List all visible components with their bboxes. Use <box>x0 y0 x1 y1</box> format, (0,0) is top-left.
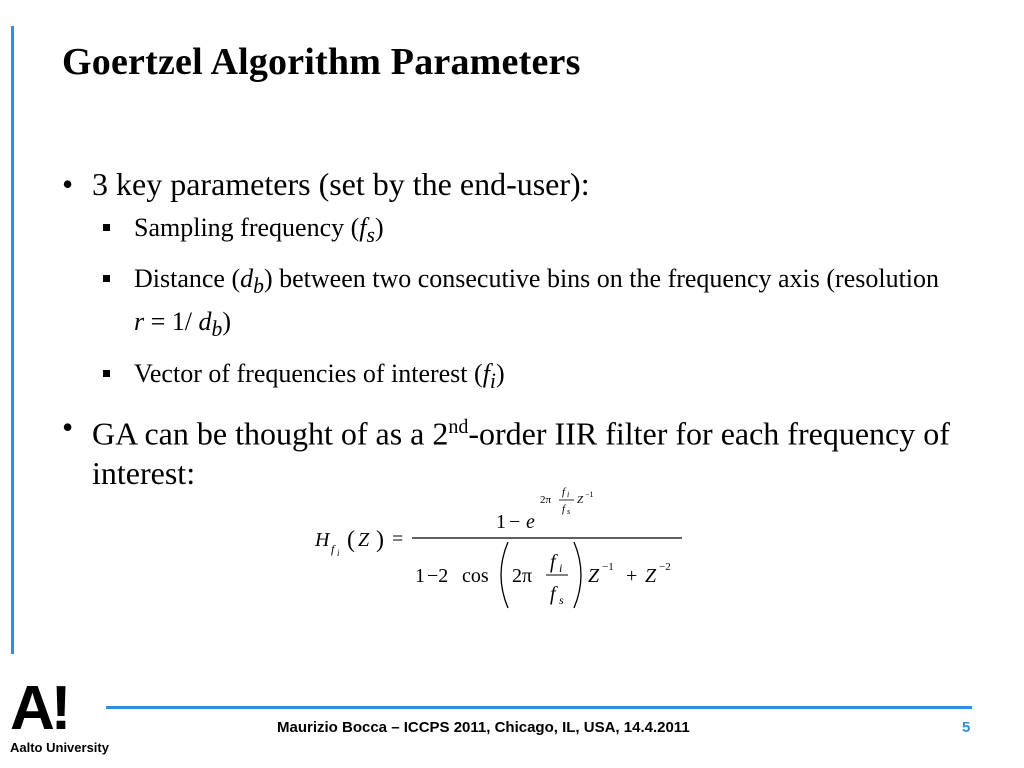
formula-den-neg2: −2 <box>659 561 671 573</box>
square-bullet-icon <box>103 224 110 231</box>
formula-H: H <box>315 529 330 551</box>
formula-num-one: 1 <box>496 511 506 533</box>
transfer-function-formula <box>300 478 700 618</box>
formula-den-2pi: 2π <box>512 565 533 587</box>
formula-exp-s: s <box>567 507 571 516</box>
square-bullet-icon <box>103 370 110 377</box>
formula-svg <box>300 478 700 618</box>
formula-lhs-f: f <box>331 542 335 556</box>
formula-lparen: ( <box>347 527 355 553</box>
formula-rparen: ) <box>376 527 384 553</box>
sub-bullet-frequencies-of-interest: Vector of frequencies of interest $(f_i)$ <box>62 356 954 399</box>
formula-den-plus: + <box>626 565 638 587</box>
formula-big-rparen <box>574 542 581 608</box>
formula-num-e: e <box>526 511 535 533</box>
footer-text: Maurizio Bocca – ICCPS 2011, Chicago, IL, USA, 14.4.2011 <box>277 719 690 736</box>
formula-num-minus: − <box>509 511 521 533</box>
formula-den-one: 1 <box>415 565 425 587</box>
formula-equals: = <box>392 528 404 550</box>
aalto-logo <box>8 674 109 762</box>
bullet-iir-filter: • GA can be thought of as a 2nd-order IIR filter for each frequency of interest: <box>62 408 950 492</box>
left-accent-rule <box>11 26 14 654</box>
formula-exp-fs: f <box>562 503 566 515</box>
formula-big-lparen <box>501 542 508 608</box>
page-number: 5 <box>962 719 971 736</box>
square-bullet-icon <box>103 275 110 282</box>
formula-den-Z2: Z <box>645 565 657 587</box>
bullet-dot: • <box>62 408 74 445</box>
formula-lhs-Z: Z <box>358 529 370 551</box>
sub-bullet-sampling-frequency: Sampling frequency $(f_s)$ <box>62 210 954 253</box>
sub-bullet-distance: Distance $(d_b)$ between two consecutive bins on the frequency axis (resolution r = 1/ $d_b$) <box>62 261 954 347</box>
formula-lhs-i: i <box>337 548 340 558</box>
formula-den-minus2: −2 <box>427 565 449 587</box>
bullet-key-parameters <box>62 164 962 204</box>
formula-exp-neg1: −1 <box>585 490 594 499</box>
formula-den-fs: f <box>550 583 556 605</box>
formula-den-fi: f <box>550 551 556 573</box>
formula-exp-fi: f <box>562 486 566 498</box>
logo-text: Aalto University <box>10 740 109 755</box>
bullet-dot: • <box>62 166 74 202</box>
formula-exp-i: i <box>567 490 570 499</box>
formula-exp-Z: Z <box>577 494 584 506</box>
bullet-text: 3 key parameters (set by the end-user): <box>92 166 590 202</box>
formula-den-Z1: Z <box>588 565 600 587</box>
bullet-list <box>62 164 962 499</box>
formula-den-neg1: −1 <box>602 561 614 573</box>
formula-den-i: i <box>559 561 563 575</box>
slide-title: Goertzel Algorithm Parameters <box>62 41 581 83</box>
logo-mark: A! <box>10 674 68 743</box>
formula-exp-2pi: 2π <box>540 494 552 506</box>
formula-den-s: s <box>559 593 564 607</box>
footer-rule <box>106 706 972 709</box>
formula-den-cos: cos <box>462 565 489 587</box>
